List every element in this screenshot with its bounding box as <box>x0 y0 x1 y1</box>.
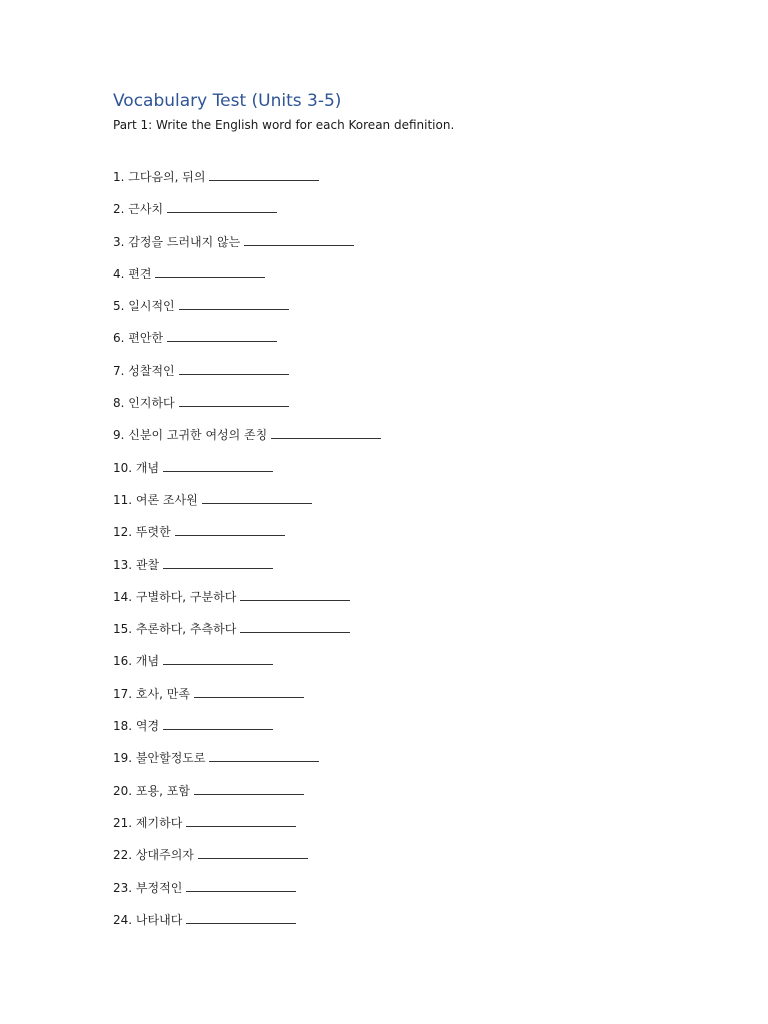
vocab-item <box>113 587 381 619</box>
item-definition: 근사치 <box>128 202 164 217</box>
answer-blank <box>163 470 273 472</box>
item-number: 10. <box>113 460 133 475</box>
item-definition: 관찰 <box>135 557 160 572</box>
vocabulary-list <box>113 167 381 942</box>
answer-blank <box>198 857 308 859</box>
item-definition: 나타내다 <box>135 912 183 927</box>
answer-blank <box>209 760 319 762</box>
answer-blank <box>240 631 350 633</box>
vocab-item <box>113 167 381 199</box>
item-number: 4. <box>113 266 125 281</box>
answer-blank <box>163 728 273 730</box>
item-definition: 포용, 포함 <box>135 783 190 798</box>
answer-blank <box>244 244 354 246</box>
vocab-item <box>113 619 381 651</box>
item-number: 8. <box>113 396 125 411</box>
item-definition: 편안한 <box>128 331 164 346</box>
answer-blank <box>194 696 304 698</box>
vocab-item <box>113 555 381 587</box>
answer-blank <box>179 308 289 310</box>
item-definition: 불안할정도로 <box>135 751 206 766</box>
answer-blank <box>179 405 289 407</box>
answer-blank <box>167 211 277 213</box>
answer-blank <box>163 663 273 665</box>
vocab-item <box>113 781 381 813</box>
item-number: 12. <box>113 525 133 540</box>
vocab-item <box>113 264 381 296</box>
item-number: 24. <box>113 912 133 927</box>
vocab-item <box>113 361 381 393</box>
answer-blank <box>179 373 289 375</box>
item-definition: 부정적인 <box>135 880 183 895</box>
item-number: 11. <box>113 492 133 507</box>
document-title: Vocabulary Test (Units 3-5) <box>113 91 342 111</box>
item-definition: 호사, 만족 <box>135 686 190 701</box>
item-number: 2. <box>113 202 125 217</box>
item-definition: 구별하다, 구분하다 <box>135 589 237 604</box>
item-definition: 그다음의, 뒤의 <box>128 170 206 184</box>
vocab-item <box>113 328 381 360</box>
item-number: 7. <box>113 363 125 378</box>
item-number: 15. <box>113 622 133 637</box>
vocab-item <box>113 199 381 231</box>
item-number: 22. <box>113 848 133 863</box>
vocab-item <box>113 845 381 877</box>
vocab-item <box>113 651 381 683</box>
item-definition: 일시적인 <box>128 299 175 314</box>
item-number: 21. <box>113 815 133 830</box>
vocab-item <box>113 910 381 942</box>
instruction-text: Part 1: Write the English word for each Korean definition. <box>113 118 455 132</box>
answer-blank <box>175 534 285 536</box>
vocab-item <box>113 684 381 716</box>
answer-blank <box>186 825 296 827</box>
vocab-item <box>113 748 381 780</box>
item-definition: 신분이 고귀한 여성의 존칭 <box>128 428 268 443</box>
item-definition: 인지하다 <box>128 396 175 411</box>
answer-blank <box>167 340 277 342</box>
item-number: 20. <box>113 783 133 798</box>
item-number: 9. <box>113 428 125 443</box>
item-number: 13. <box>113 557 133 572</box>
item-definition: 개념 <box>135 460 160 475</box>
item-definition: 개념 <box>135 654 160 669</box>
item-definition: 감정을 드러내지 않는 <box>128 234 241 249</box>
vocab-item <box>113 813 381 845</box>
answer-blank <box>163 567 273 569</box>
vocab-item <box>113 232 381 264</box>
item-definition: 추론하다, 추측하다 <box>135 622 237 637</box>
vocab-item <box>113 522 381 554</box>
item-definition: 뚜렷한 <box>135 525 171 540</box>
item-number: 1. <box>113 170 125 184</box>
vocab-item <box>113 425 381 457</box>
item-definition: 상대주의자 <box>135 848 194 863</box>
item-definition: 제기하다 <box>135 815 183 830</box>
answer-blank <box>240 599 350 601</box>
vocab-item <box>113 878 381 910</box>
item-number: 16. <box>113 654 133 669</box>
answer-blank <box>271 437 381 439</box>
item-number: 3. <box>113 234 125 249</box>
item-definition: 여론 조사원 <box>135 492 198 507</box>
answer-blank <box>202 502 312 504</box>
answer-blank <box>186 922 296 924</box>
vocab-item <box>113 490 381 522</box>
answer-blank <box>209 179 319 181</box>
vocab-item <box>113 716 381 748</box>
vocab-item <box>113 393 381 425</box>
item-number: 14. <box>113 589 133 604</box>
item-number: 23. <box>113 880 133 895</box>
item-number: 17. <box>113 686 133 701</box>
item-number: 18. <box>113 719 133 734</box>
item-number: 5. <box>113 299 125 314</box>
item-definition: 역경 <box>135 719 160 734</box>
item-definition: 성찰적인 <box>128 363 175 378</box>
vocab-item <box>113 458 381 490</box>
answer-blank <box>194 793 304 795</box>
item-definition: 편견 <box>128 266 152 281</box>
answer-blank <box>155 276 265 278</box>
item-number: 19. <box>113 751 133 766</box>
item-number: 6. <box>113 331 125 346</box>
vocab-item <box>113 296 381 328</box>
answer-blank <box>186 890 296 892</box>
